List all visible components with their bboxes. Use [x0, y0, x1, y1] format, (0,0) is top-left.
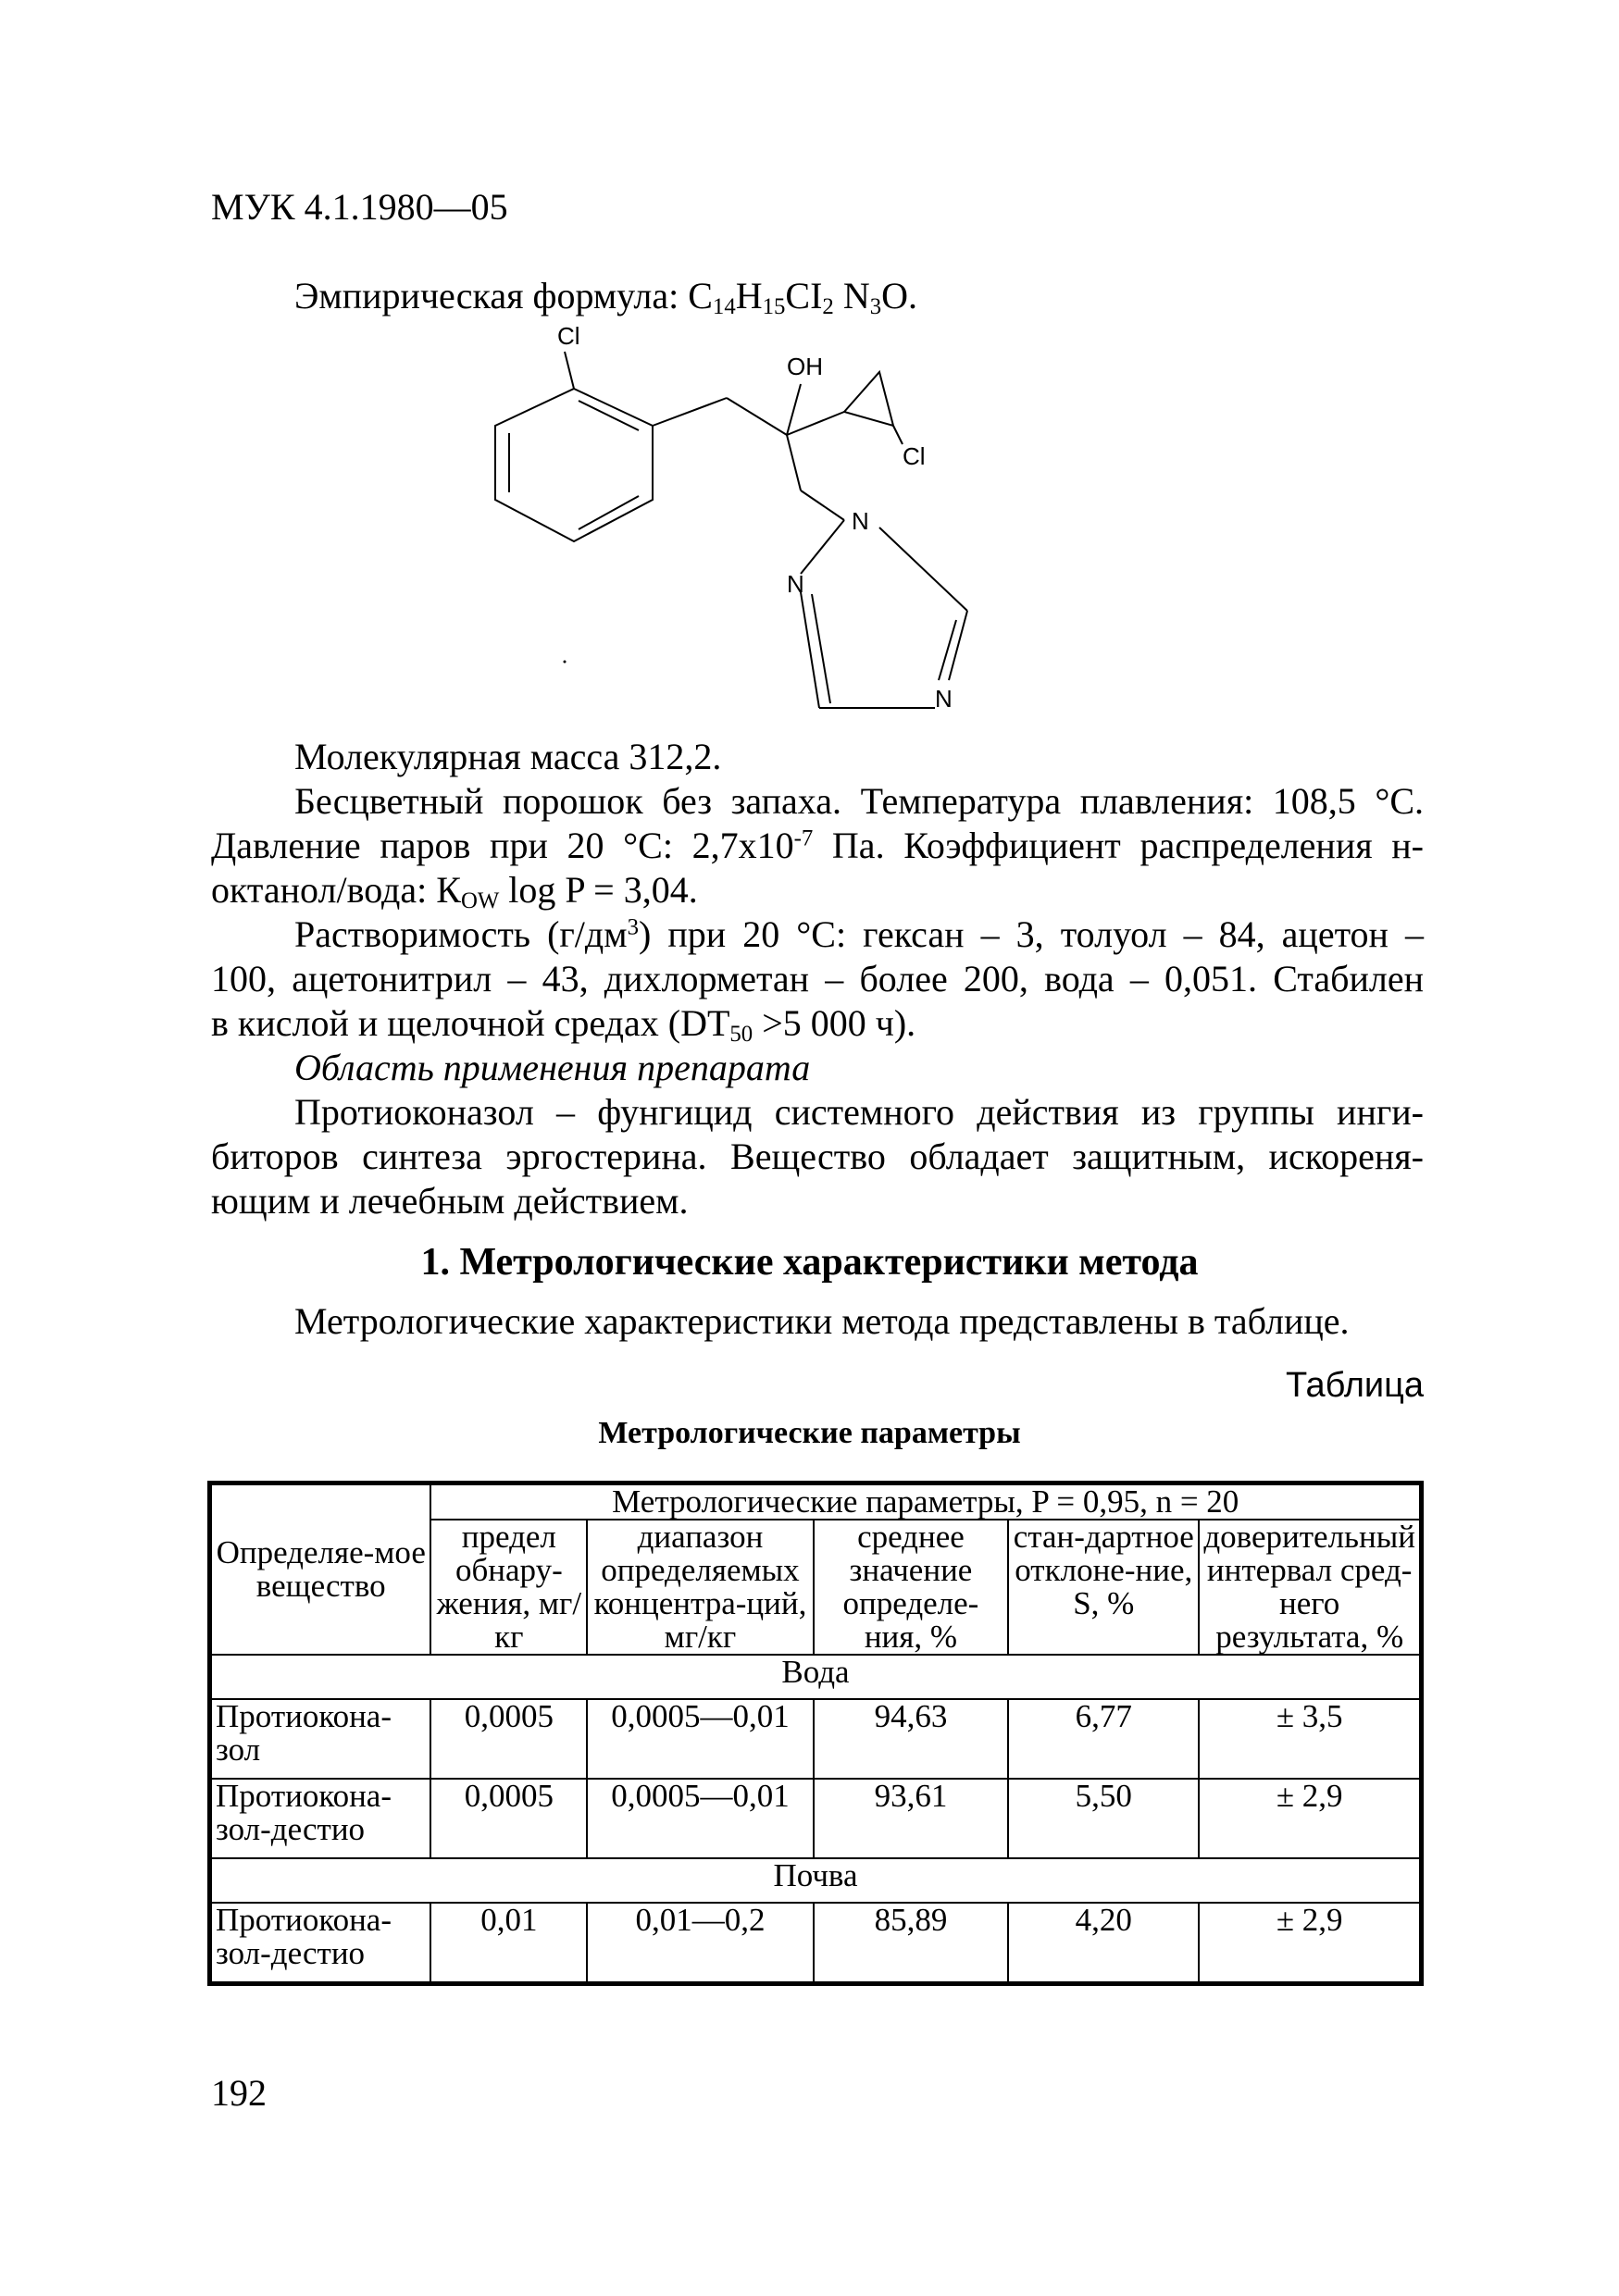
atom-cl-top: Cl: [557, 322, 580, 350]
page-number: 192: [211, 2072, 267, 2114]
formula-h-count: 15: [762, 294, 786, 320]
bond-ch-n-double: [939, 620, 956, 680]
molecular-mass: Молекулярная масса 312,2.: [294, 736, 722, 777]
table-row: [210, 1699, 1422, 1779]
solubility-line-2: 100, ацетонитрил – 43, дихлорметан – более 200, вода – 0,051. Стабилен: [211, 958, 1424, 999]
table-label: Таблица: [1286, 1366, 1424, 1405]
section-intro: Метрологические характеристики метода представлены в таблице.: [294, 1300, 1350, 1342]
solubility-label: Растворимость (г/дм: [294, 913, 628, 955]
cell-substance: Протиокона-зол-дестио: [210, 1779, 431, 1858]
vapor-pressure-text: Давление паров при 20 °С: 2,7х10: [211, 825, 794, 866]
partition-value: log P = 3,04.: [499, 869, 698, 911]
group-row-soil: [210, 1858, 1422, 1903]
application-heading: Область применения препарата: [294, 1047, 811, 1088]
metrology-table: [207, 1481, 1424, 1986]
solubility-line-3: [211, 1001, 1424, 1046]
cell-range: 0,01—0,2: [587, 1903, 813, 1984]
properties-line-3: [211, 868, 1424, 912]
atom-cl-right: Cl: [903, 442, 926, 470]
group-label: Вода: [210, 1655, 1422, 1699]
cell-limit: 0,0005: [430, 1779, 587, 1858]
molecule-bonds: [495, 352, 967, 708]
stability-text: в кислой и щелочной средах (DT: [211, 1002, 730, 1044]
cyclopropyl-ring: [844, 372, 893, 426]
solubility-unit-exponent: 3: [627, 914, 639, 940]
cell-range: 0,0005—0,01: [587, 1699, 813, 1779]
cell-mean: 85,89: [814, 1903, 1009, 1984]
bond-c-oh: [787, 384, 801, 435]
bond-to-cl-right: [893, 426, 903, 444]
cell-ci: ± 3,5: [1199, 1699, 1421, 1779]
formula-c-count: 14: [712, 294, 736, 320]
dt-subscript: 50: [729, 1022, 753, 1048]
formula-cl: CI: [785, 275, 823, 316]
empirical-formula: [294, 274, 917, 320]
cell-substance: Протиокона-зол-дестио: [210, 1903, 431, 1984]
cell-sd: 4,20: [1008, 1903, 1199, 1984]
header-std-dev: стан-дартное отклоне-ние, S, %: [1008, 1520, 1199, 1655]
document-header: МУК 4.1.1980—05: [211, 186, 508, 228]
formula-c: C: [688, 275, 713, 316]
bond-n-n: [801, 520, 844, 574]
bond-c-cyclopropyl: [787, 412, 844, 435]
header-substance: Определяе-мое вещество: [210, 1483, 431, 1656]
formula-label: Эмпирическая формула:: [294, 275, 689, 316]
cell-mean: 94,63: [814, 1699, 1009, 1779]
header-detection-limit: предел обнару-жения, мг/кг: [430, 1520, 587, 1655]
bond-n-ch-left: [801, 592, 819, 708]
formula-o: O.: [881, 275, 917, 316]
bond-ch2-n: [801, 490, 844, 520]
atom-n1: N: [852, 507, 869, 535]
stray-dot: [564, 661, 567, 664]
cell-substance: Протиокона-зол: [210, 1699, 431, 1779]
cell-limit: 0,0005: [430, 1699, 587, 1779]
header-mean: среднее значение определе-ния, %: [814, 1520, 1009, 1655]
header-confidence-interval: доверительный интервал сред-него результата, %: [1199, 1520, 1421, 1655]
partition-coefficient-text: Па. Коэффициент распределения н-: [813, 825, 1424, 866]
stability-value: >5 000 ч).: [753, 1002, 916, 1044]
vapor-pressure-exponent: -7: [793, 825, 814, 851]
section-title: 1. Метрологические характеристики метода: [420, 1241, 1199, 1284]
bond-ring-ch2: [653, 398, 727, 426]
atom-n3: N: [935, 685, 953, 713]
properties-line-2: [211, 824, 1424, 868]
structural-formula-diagram: [481, 315, 1000, 740]
group-label: Почва: [210, 1858, 1422, 1903]
table-row: [210, 1779, 1422, 1858]
group-row-water: [210, 1655, 1422, 1699]
atom-oh: OH: [787, 353, 823, 380]
properties-line-1: Бесцветный порошок без запаха. Температура плавления: 108,5 °С.: [294, 780, 1424, 822]
cell-limit: 0,01: [430, 1903, 587, 1984]
table-header-row-1: [210, 1483, 1422, 1520]
solubility-values-1: ) при 20 °С: гексан – 3, толуол – 84, ацетон –: [639, 913, 1424, 955]
table-row: [210, 1903, 1422, 1984]
application-line-2: биторов синтеза эргостерина. Вещество обладает защитным, искореня-: [211, 1136, 1424, 1177]
partition-label: октанол/вода: К: [211, 869, 461, 911]
cell-mean: 93,61: [814, 1779, 1009, 1858]
cell-ci: ± 2,9: [1199, 1779, 1421, 1858]
formula-n: N: [833, 275, 870, 316]
benzene-ring: [495, 389, 653, 541]
cell-range: 0,0005—0,01: [587, 1779, 813, 1858]
bond-n-ch: [879, 527, 967, 611]
formula-n-count: 3: [869, 294, 882, 320]
formula-h: H: [735, 275, 763, 316]
solubility-line-1: [294, 912, 1424, 957]
header-params: Метрологические параметры, P = 0,95, n = 20: [430, 1483, 1421, 1520]
bond-ch-n: [949, 611, 967, 680]
application-line-1: Протиоконазол – фунгицид системного действия из группы инги-: [294, 1091, 1424, 1133]
header-range: диапазон определяемых концентра-ций, мг/кг: [587, 1520, 813, 1655]
cell-ci: ± 2,9: [1199, 1903, 1421, 1984]
bond-n-ch-double: [812, 594, 830, 703]
application-line-3: ющим и лечебным действием.: [211, 1180, 689, 1222]
bond-ch2-c: [727, 398, 787, 435]
bond-to-cl: [565, 352, 574, 389]
partition-subscript: OW: [460, 888, 500, 914]
atom-n2: N: [787, 570, 804, 598]
formula-cl-count: 2: [822, 294, 834, 320]
bond-c-ch2: [787, 435, 801, 490]
table-title: Метрологические параметры: [598, 1416, 1021, 1450]
cell-sd: 6,77: [1008, 1699, 1199, 1779]
cell-sd: 5,50: [1008, 1779, 1199, 1858]
